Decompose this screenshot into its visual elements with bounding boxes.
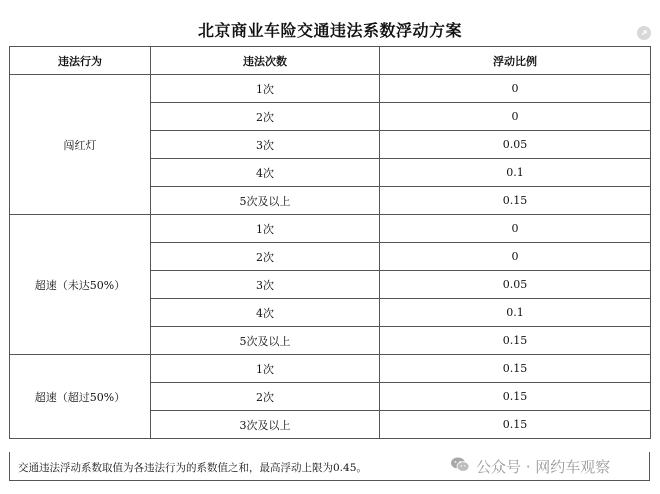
table-row — [10, 75, 651, 103]
count-cell: 2次 — [151, 103, 380, 131]
behavior-cell: 超速（超过50%） — [10, 355, 151, 439]
ratio-cell: 0 — [380, 243, 651, 271]
watermark — [450, 452, 610, 481]
header-violation-behavior: 违法行为 — [10, 47, 151, 75]
ratio-cell: 0 — [380, 215, 651, 243]
ratio-cell: 0.1 — [380, 299, 651, 327]
count-cell: 3次 — [151, 131, 380, 159]
count-cell: 4次 — [151, 159, 380, 187]
ratio-cell: 0.15 — [380, 383, 651, 411]
ratio-cell: 0.05 — [380, 131, 651, 159]
footnote-text: 交通违法浮动系数取值为各违法行为的系数值之和，最高浮动上限为0.45。 — [18, 462, 367, 474]
table-header-row — [10, 47, 651, 75]
count-cell: 1次 — [151, 75, 380, 103]
page-title: 北京商业车险交通违法系数浮动方案 — [197, 21, 462, 40]
behavior-cell: 闯红灯 — [10, 75, 151, 215]
count-cell: 5次及以上 — [151, 187, 380, 215]
violation-coefficient-table — [9, 46, 651, 439]
header-float-ratio: 浮动比例 — [380, 47, 651, 75]
count-cell: 1次 — [151, 355, 380, 383]
header-violation-count: 违法次数 — [151, 47, 380, 75]
wechat-icon — [450, 456, 470, 477]
count-cell: 3次及以上 — [151, 411, 380, 439]
count-cell: 5次及以上 — [151, 327, 380, 355]
behavior-cell: 超速（未达50%） — [10, 215, 151, 355]
ratio-cell: 0.15 — [380, 355, 651, 383]
count-cell: 2次 — [151, 243, 380, 271]
link-icon[interactable] — [637, 26, 651, 40]
ratio-cell: 0.15 — [380, 187, 651, 215]
ratio-cell: 0.15 — [380, 327, 651, 355]
ratio-cell: 0 — [380, 75, 651, 103]
count-cell: 2次 — [151, 383, 380, 411]
count-cell: 4次 — [151, 299, 380, 327]
count-cell: 3次 — [151, 271, 380, 299]
ratio-cell: 0.05 — [380, 271, 651, 299]
table-row — [10, 355, 651, 383]
watermark-text: 公众号 · 网约车观察 — [476, 458, 611, 476]
ratio-cell: 0.15 — [380, 411, 651, 439]
count-cell: 1次 — [151, 215, 380, 243]
ratio-cell: 0.1 — [380, 159, 651, 187]
table-row — [10, 215, 651, 243]
ratio-cell: 0 — [380, 103, 651, 131]
